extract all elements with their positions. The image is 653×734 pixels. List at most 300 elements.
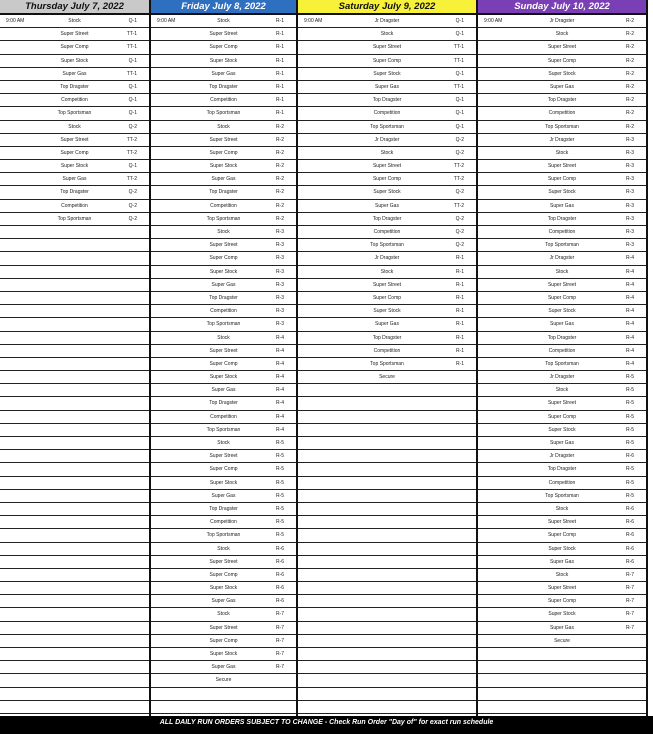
schedule-row xyxy=(0,608,149,621)
class-name: Super Gas xyxy=(211,281,236,288)
class-name: Competition xyxy=(210,202,237,209)
round-code: R-6 xyxy=(625,558,634,565)
round-code: R-6 xyxy=(625,532,634,539)
class-name: Super Comp xyxy=(372,57,402,64)
round-code: R-1 xyxy=(455,334,464,341)
round-code: R-6 xyxy=(625,545,634,552)
schedule-row xyxy=(151,450,296,463)
round-code: R-3 xyxy=(625,189,634,196)
round-code: Q-2 xyxy=(455,242,464,249)
schedule-row xyxy=(298,358,476,371)
class-name: Super Comp xyxy=(209,255,238,262)
schedule-row xyxy=(478,15,646,28)
round-code: Q-1 xyxy=(455,70,464,77)
class-name: Super Street xyxy=(209,453,238,460)
class-name: Top Sportsman xyxy=(206,321,241,328)
class-name: Top Sportsman xyxy=(370,242,404,249)
round-code: R-7 xyxy=(275,611,284,618)
schedule-row xyxy=(478,371,646,384)
schedule-row xyxy=(0,490,149,503)
class-name: Super Gas xyxy=(375,321,399,328)
class-name: Super Comp xyxy=(60,149,89,156)
round-code: R-1 xyxy=(455,281,464,288)
class-name: Super Gas xyxy=(211,598,236,605)
schedule-row xyxy=(0,556,149,569)
schedule-row xyxy=(0,213,149,226)
schedule-row xyxy=(0,503,149,516)
round-code: Q-2 xyxy=(455,189,464,196)
class-name: Stock xyxy=(555,505,569,512)
schedule-row xyxy=(478,635,646,648)
start-time: 9:00 AM xyxy=(6,18,25,24)
class-name: Stock xyxy=(555,149,569,156)
schedule-row xyxy=(0,252,149,265)
schedule-row xyxy=(151,503,296,516)
thursday-column xyxy=(0,0,151,716)
round-code: R-2 xyxy=(275,163,284,170)
schedule-row xyxy=(298,543,476,556)
round-code: R-2 xyxy=(625,70,634,77)
schedule-row xyxy=(478,332,646,345)
class-name: Super Stock xyxy=(373,308,401,315)
class-name: Top Sportsman xyxy=(545,123,579,130)
schedule-row xyxy=(0,411,149,424)
round-code: R-2 xyxy=(625,31,634,38)
round-code: TT-2 xyxy=(126,149,137,156)
class-name: Secure xyxy=(379,374,395,381)
round-code: TT-2 xyxy=(126,176,137,183)
round-code: Q-1 xyxy=(128,97,137,104)
round-code: R-4 xyxy=(275,374,284,381)
schedule-row xyxy=(298,266,476,279)
sunday-column xyxy=(478,0,648,716)
round-code: R-7 xyxy=(275,624,284,631)
schedule-row xyxy=(151,94,296,107)
round-code: Q-1 xyxy=(455,110,464,117)
round-code: R-4 xyxy=(625,347,634,354)
schedule-row xyxy=(0,28,149,41)
class-name: Top Dragster xyxy=(209,189,238,196)
schedule-row xyxy=(151,107,296,120)
class-name: Super Street xyxy=(372,163,402,170)
schedule-row xyxy=(151,384,296,397)
round-code: Q-1 xyxy=(455,97,464,104)
round-code: R-5 xyxy=(625,413,634,420)
round-code: Q-1 xyxy=(128,110,137,117)
round-code: Q-1 xyxy=(455,123,464,130)
schedule-row xyxy=(151,41,296,54)
round-code: R-3 xyxy=(275,268,284,275)
round-code: R-4 xyxy=(275,360,284,367)
schedule-row xyxy=(478,318,646,331)
round-code: Q-1 xyxy=(128,18,137,24)
schedule-row xyxy=(0,55,149,68)
schedule-row xyxy=(298,411,476,424)
schedule-row xyxy=(0,437,149,450)
schedule-row xyxy=(298,595,476,608)
class-name: Stock xyxy=(217,123,230,130)
schedule-row xyxy=(298,556,476,569)
schedule-row xyxy=(298,569,476,582)
schedule-row xyxy=(478,266,646,279)
round-code: R-2 xyxy=(275,149,284,156)
schedule-row xyxy=(0,332,149,345)
schedule-row xyxy=(478,134,646,147)
schedule-row xyxy=(478,213,646,226)
class-name: Stock xyxy=(217,545,230,552)
round-code: R-5 xyxy=(275,479,284,486)
footer-notice: ALL DAILY RUN ORDERS SUBJECT TO CHANGE - Check Run Order "Day of" for exact run schedule xyxy=(0,716,653,734)
schedule-row xyxy=(0,688,149,701)
schedule-row xyxy=(478,424,646,437)
class-name: Top Sportsman xyxy=(57,110,92,117)
class-name: Competition xyxy=(548,229,576,235)
round-code: TT-1 xyxy=(126,44,137,51)
class-name: Competition xyxy=(373,110,401,117)
class-name: Top Dragster xyxy=(547,97,577,104)
round-code: R-1 xyxy=(275,18,284,24)
schedule-row xyxy=(298,107,476,120)
schedule-row xyxy=(151,279,296,292)
round-code: R-6 xyxy=(625,519,634,526)
class-name: Super Street xyxy=(547,519,577,526)
class-name: Super Gas xyxy=(211,70,236,77)
round-code: R-4 xyxy=(275,387,284,394)
schedule-row xyxy=(0,15,149,28)
round-code: R-6 xyxy=(275,558,284,565)
class-name: Super Street xyxy=(372,44,402,51)
schedule-row xyxy=(0,397,149,410)
schedule-row xyxy=(298,345,476,358)
round-code: R-3 xyxy=(275,281,284,288)
round-code: R-1 xyxy=(275,44,284,51)
class-name: Super Gas xyxy=(550,440,574,446)
saturday-column xyxy=(298,0,478,716)
schedule-row xyxy=(151,358,296,371)
round-code: R-6 xyxy=(275,571,284,578)
start-time: 9:00 AM xyxy=(157,18,176,24)
round-code: Q-1 xyxy=(128,57,137,64)
class-name: Top Dragster xyxy=(209,83,238,90)
thursday-rows xyxy=(0,15,149,714)
class-name: Super Comp xyxy=(547,598,577,605)
class-name: Top Sportsman xyxy=(545,242,579,249)
schedule-row xyxy=(298,186,476,199)
schedule-row xyxy=(298,279,476,292)
schedule-row xyxy=(478,516,646,529)
class-name: Super Comp xyxy=(372,176,402,183)
schedule-row xyxy=(478,490,646,503)
schedule-row xyxy=(0,543,149,556)
schedule-row xyxy=(151,556,296,569)
round-code: R-3 xyxy=(275,255,284,262)
schedule-row xyxy=(0,674,149,687)
round-code: R-6 xyxy=(275,545,284,552)
sunday-header: Sunday July 10, 2022 xyxy=(478,0,646,15)
class-name: Super Street xyxy=(209,31,238,38)
schedule-row xyxy=(298,332,476,345)
round-code: R-1 xyxy=(455,360,464,367)
round-code: R-4 xyxy=(275,334,284,341)
class-name: Super Gas xyxy=(550,624,574,631)
round-code: TT-2 xyxy=(453,163,464,170)
thursday-header: Thursday July 7, 2022 xyxy=(0,0,149,15)
schedule-row xyxy=(478,556,646,569)
round-code: R-3 xyxy=(625,136,634,143)
class-name: Stock xyxy=(555,31,569,38)
class-name: Super Stock xyxy=(373,70,401,77)
schedule-row xyxy=(298,622,476,635)
schedule-row xyxy=(298,688,476,701)
class-name: Stock xyxy=(217,611,230,618)
class-name: Super Stock xyxy=(548,308,576,315)
schedule-row xyxy=(151,200,296,213)
class-name: Super Comp xyxy=(209,360,238,367)
class-name: Super Stock xyxy=(60,57,89,64)
class-name: Super Gas xyxy=(550,83,574,90)
round-code: R-4 xyxy=(625,268,634,275)
schedule-row xyxy=(0,516,149,529)
class-name: Competition xyxy=(61,202,88,209)
round-code: TT-1 xyxy=(453,57,464,64)
class-name: Super Comp xyxy=(209,466,238,473)
class-name: Top Dragster xyxy=(372,334,402,341)
round-code: R-5 xyxy=(625,492,634,499)
round-code: R-3 xyxy=(625,242,634,249)
schedule-row xyxy=(298,490,476,503)
schedule-row xyxy=(298,437,476,450)
schedule-row xyxy=(478,529,646,542)
class-name: Super Gas xyxy=(375,83,399,90)
round-code: R-3 xyxy=(275,294,284,301)
class-name: Super Stock xyxy=(60,163,89,170)
schedule-row xyxy=(0,648,149,661)
schedule-row xyxy=(478,107,646,120)
round-code: TT-1 xyxy=(126,31,137,38)
class-name: Stock xyxy=(217,18,230,24)
round-code: R-1 xyxy=(455,321,464,328)
class-name: Super Street xyxy=(60,136,89,143)
round-code: TT-2 xyxy=(126,136,137,143)
schedule-row xyxy=(151,81,296,94)
class-name: Jr Dragster xyxy=(374,255,400,262)
schedule-row xyxy=(298,200,476,213)
schedule-row xyxy=(478,595,646,608)
class-name: Jr Dragster xyxy=(549,374,575,381)
schedule-row xyxy=(151,463,296,476)
schedule-row xyxy=(478,674,646,687)
class-name: Super Gas xyxy=(211,664,236,671)
round-code: R-5 xyxy=(625,426,634,433)
class-name: Jr Dragster xyxy=(549,453,575,460)
schedule-row xyxy=(478,582,646,595)
class-name: Competition xyxy=(548,479,576,486)
class-name: Jr Dragster xyxy=(549,18,575,24)
class-name: Secure xyxy=(215,677,232,684)
schedule-row xyxy=(478,345,646,358)
schedule-row xyxy=(478,226,646,239)
schedule-row xyxy=(151,635,296,648)
schedule-row xyxy=(478,688,646,701)
schedule-row xyxy=(298,213,476,226)
schedule-row xyxy=(151,239,296,252)
class-name: Super Comp xyxy=(372,294,402,301)
class-name: Stock xyxy=(555,387,569,394)
friday-column xyxy=(151,0,298,716)
round-code: Q-2 xyxy=(455,136,464,143)
schedule-row xyxy=(0,226,149,239)
class-name: Stock xyxy=(68,123,81,130)
schedule-row xyxy=(478,28,646,41)
round-code: R-6 xyxy=(625,505,634,512)
class-name: Super Gas xyxy=(62,176,87,183)
saturday-rows xyxy=(298,15,476,714)
schedule-row xyxy=(151,226,296,239)
schedule-row xyxy=(151,701,296,714)
round-code: R-1 xyxy=(275,57,284,64)
round-code: R-2 xyxy=(275,176,284,183)
round-code: Q-2 xyxy=(455,149,464,156)
class-name: Super Stock xyxy=(209,374,238,381)
schedule-row xyxy=(151,121,296,134)
class-name: Super Comp xyxy=(209,571,238,578)
round-code: R-5 xyxy=(275,440,284,446)
round-code: R-1 xyxy=(455,294,464,301)
round-code: Q-1 xyxy=(128,83,137,90)
sunday-rows xyxy=(478,15,646,714)
class-name: Super Gas xyxy=(211,492,236,499)
schedule-row xyxy=(0,68,149,81)
class-name: Competition xyxy=(373,347,401,354)
round-code: R-7 xyxy=(625,571,634,578)
class-name: Super Gas xyxy=(211,387,236,394)
schedule-row xyxy=(478,239,646,252)
class-name: Competition xyxy=(210,519,237,526)
round-code: R-2 xyxy=(275,215,284,222)
class-name: Super Street xyxy=(209,624,238,631)
class-name: Super Stock xyxy=(548,189,576,196)
round-code: R-3 xyxy=(625,163,634,170)
class-name: Top Sportsman xyxy=(206,532,241,539)
class-name: Top Dragster xyxy=(372,215,402,222)
schedule-row xyxy=(478,358,646,371)
schedule-row xyxy=(0,358,149,371)
class-name: Super Gas xyxy=(550,202,574,209)
class-name: Super Comp xyxy=(547,294,577,301)
round-code: R-2 xyxy=(625,18,634,24)
round-code: R-2 xyxy=(625,123,634,130)
class-name: Super Comp xyxy=(547,176,577,183)
class-name: Super Stock xyxy=(209,585,238,592)
class-name: Jr Dragster xyxy=(374,18,400,24)
round-code: TT-1 xyxy=(453,44,464,51)
schedule-row xyxy=(0,121,149,134)
round-code: R-1 xyxy=(275,70,284,77)
round-code: R-4 xyxy=(625,255,634,262)
round-code: R-4 xyxy=(625,308,634,315)
round-code: R-5 xyxy=(625,387,634,394)
schedule-row xyxy=(151,582,296,595)
schedule-row xyxy=(298,450,476,463)
class-name: Stock xyxy=(217,440,230,446)
schedule-row xyxy=(298,503,476,516)
class-name: Super Street xyxy=(547,281,577,288)
schedule-row xyxy=(478,384,646,397)
schedule-row xyxy=(298,81,476,94)
schedule-row xyxy=(151,173,296,186)
schedule-row xyxy=(478,81,646,94)
schedule-row xyxy=(298,463,476,476)
round-code: R-5 xyxy=(275,492,284,499)
round-code: R-1 xyxy=(455,347,464,354)
schedule-row xyxy=(298,582,476,595)
schedule-row xyxy=(478,160,646,173)
schedule-row xyxy=(0,107,149,120)
round-code: Q-2 xyxy=(455,215,464,222)
round-code: R-3 xyxy=(275,242,284,249)
class-name: Stock xyxy=(555,268,569,275)
schedule-row xyxy=(151,318,296,331)
round-code: R-1 xyxy=(455,255,464,262)
schedule-row xyxy=(151,292,296,305)
round-code: R-3 xyxy=(275,321,284,328)
round-code: Q-1 xyxy=(455,31,464,38)
schedule-row xyxy=(478,186,646,199)
round-code: R-4 xyxy=(625,360,634,367)
schedule-row xyxy=(298,635,476,648)
class-name: Super Comp xyxy=(209,637,238,644)
round-code: Q-2 xyxy=(455,229,464,235)
round-code: R-5 xyxy=(275,519,284,526)
schedule-row xyxy=(151,266,296,279)
saturday-header: Saturday July 9, 2022 xyxy=(298,0,476,15)
schedule-row xyxy=(478,648,646,661)
class-name: Super Stock xyxy=(548,70,576,77)
schedule-row xyxy=(298,648,476,661)
class-name: Stock xyxy=(217,229,230,235)
class-name: Super Stock xyxy=(548,426,576,433)
schedule-row xyxy=(151,595,296,608)
schedule-row xyxy=(0,384,149,397)
schedule-row xyxy=(151,661,296,674)
schedule-row xyxy=(0,41,149,54)
round-code: R-7 xyxy=(275,651,284,657)
round-code: Q-1 xyxy=(455,18,464,24)
schedule-row xyxy=(478,397,646,410)
schedule-row xyxy=(0,279,149,292)
round-code: R-2 xyxy=(625,97,634,104)
round-code: R-4 xyxy=(625,334,634,341)
schedule-row xyxy=(0,81,149,94)
schedule-row xyxy=(151,213,296,226)
class-name: Competition xyxy=(210,413,237,420)
round-code: R-1 xyxy=(275,97,284,104)
class-name: Super Stock xyxy=(209,268,238,275)
schedule-row xyxy=(298,529,476,542)
schedule-row xyxy=(151,68,296,81)
round-code: R-5 xyxy=(625,479,634,486)
class-name: Super Gas xyxy=(375,202,399,209)
schedule-row xyxy=(478,173,646,186)
round-code: TT-2 xyxy=(453,202,464,209)
schedule-row xyxy=(298,68,476,81)
schedule-row xyxy=(151,345,296,358)
class-name: Secure xyxy=(554,637,570,644)
class-name: Super Comp xyxy=(547,532,577,539)
round-code: R-3 xyxy=(625,229,634,235)
class-name: Super Street xyxy=(547,44,577,51)
class-name: Super Comp xyxy=(547,413,577,420)
